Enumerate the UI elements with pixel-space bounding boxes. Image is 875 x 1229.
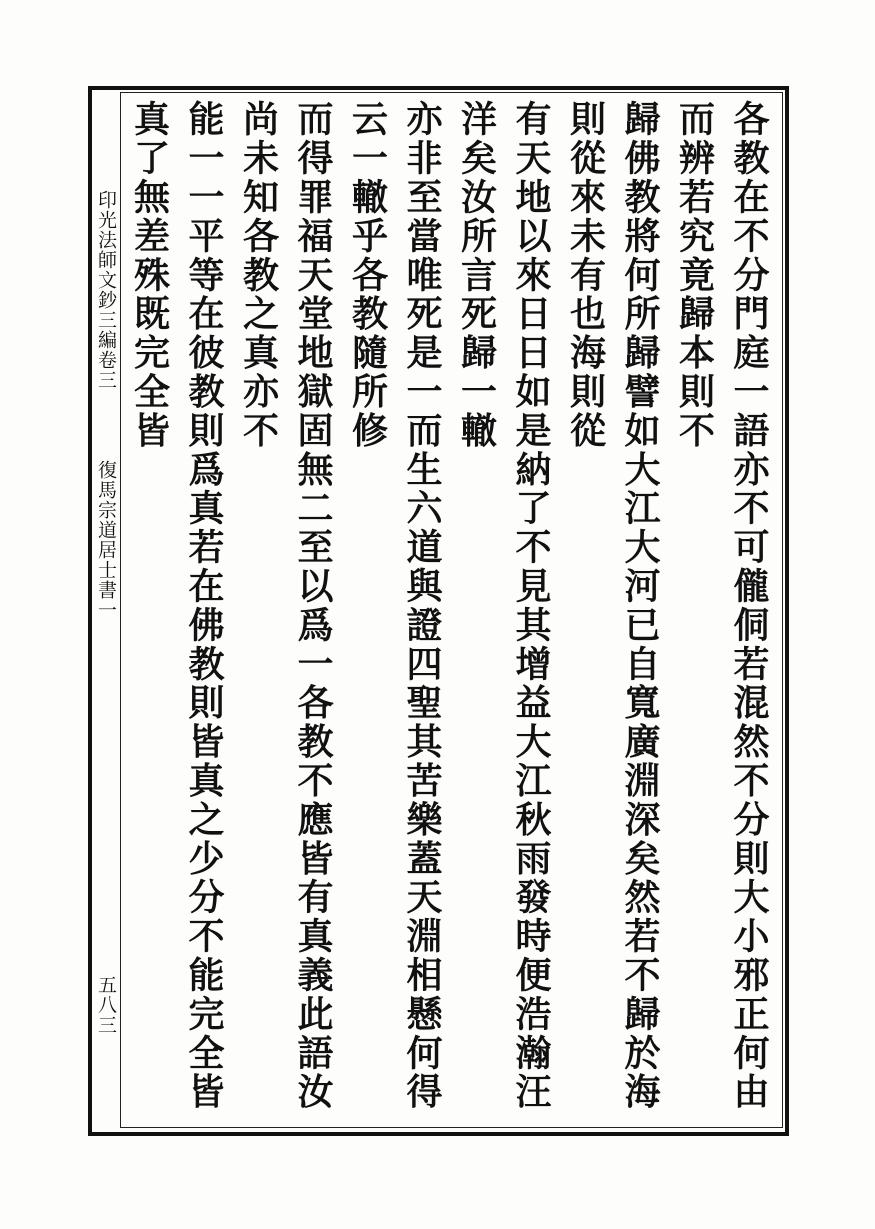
text-column: 歸佛教將何所歸譬如大江大河已自寬廣淵深矣然若不歸於海則從來未有也海則從 [564,100,661,1112]
text-column: 而得罪福天堂地獄固無二至以爲一各教不應皆有真義此語汝尚未知各教之真亦不 [237,100,334,1112]
page-number: 五八三 [95,975,117,1035]
text-column: 各教在不分門庭一語亦不可儱侗若混然不分則大小邪正何由而辨若究竟歸本則不 [673,100,770,1112]
body-text [128,100,776,1124]
section-title: 復馬宗道居士書一 [95,460,117,620]
book-title: 印光法師文鈔三編卷三 [95,190,117,390]
text-column: 能一一平等在彼教則爲真若在佛教則皆真之少分不能完全皆真了無差殊既完全皆 [128,100,225,1112]
text-column: 有天地以來日日如是納了不見其增益大江秋雨發時便浩瀚汪洋矣汝所言死歸一轍 [455,100,552,1112]
text-column: 亦非至當唯死是一而生六道與證四聖其苦樂蓋天淵相懸何得云一轍乎各教隨所修 [346,100,443,1112]
